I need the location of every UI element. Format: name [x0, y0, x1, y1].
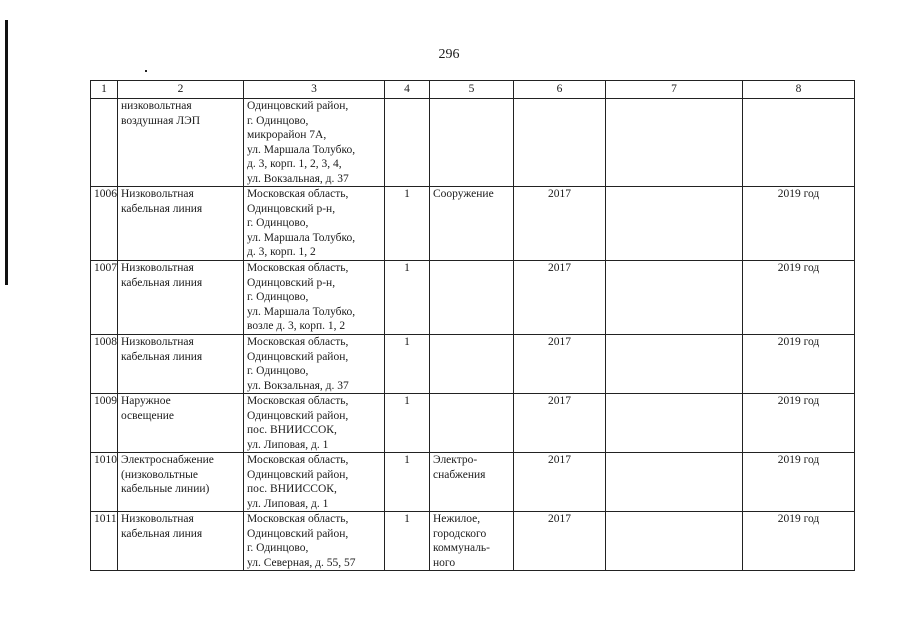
col-header-6: 6	[514, 81, 606, 99]
period	[743, 99, 855, 187]
object-address: Московская область, Одинцовский район, пос. ВНИИССОК, ул. Липовая, д. 1	[247, 395, 349, 451]
quantity: 1	[385, 512, 430, 571]
object-type: Нежилое, городского коммуналь- ного	[433, 513, 491, 569]
object-address: Московская область, Одинцовский р-н, г. Одинцово, ул. Маршала Толубко, д. 3, корп. 1, 2	[247, 188, 356, 258]
registry-table	[90, 80, 855, 571]
year: 2017	[514, 335, 606, 394]
object-type: Электро- снабжения	[433, 454, 486, 481]
year: 2017	[514, 512, 606, 571]
col-header-2: 2	[118, 81, 244, 99]
object-name: Наружное освещение	[121, 395, 174, 422]
column-7-value	[606, 99, 743, 187]
object-address: Московская область, Одинцовский р-н, г. Одинцово, ул. Маршала Толубко, возле д. 3, корп. 1, 2	[247, 262, 356, 332]
table-row	[91, 187, 855, 261]
quantity: 1	[385, 394, 430, 453]
object-address: Московская область, Одинцовский район, пос. ВНИИССОК, ул. Липовая, д. 1	[247, 454, 349, 510]
year: 2017	[514, 261, 606, 335]
column-7-value	[606, 394, 743, 453]
col-header-4: 4	[385, 81, 430, 99]
row-number: 1009	[91, 394, 118, 453]
row-number: 1008	[91, 335, 118, 394]
object-name: Низковольтная кабельная линия	[121, 262, 203, 289]
column-7-value	[606, 261, 743, 335]
object-name: Низковольтная кабельная линия	[121, 188, 203, 215]
quantity: 1	[385, 335, 430, 394]
column-7-value	[606, 453, 743, 512]
quantity	[385, 99, 430, 187]
period: 2019 год	[743, 453, 855, 512]
column-7-value	[606, 512, 743, 571]
period: 2019 год	[743, 261, 855, 335]
col-header-5: 5	[430, 81, 514, 99]
page-number: 296	[438, 47, 460, 62]
col-header-7: 7	[606, 81, 743, 99]
column-7-value	[606, 187, 743, 261]
period: 2019 год	[743, 187, 855, 261]
object-name: Низковольтная кабельная линия	[121, 336, 203, 363]
row-number: 1006	[91, 187, 118, 261]
period: 2019 год	[743, 335, 855, 394]
table-row	[91, 335, 855, 394]
column-7-value	[606, 335, 743, 394]
scan-speck	[145, 70, 147, 72]
object-address: Московская область, Одинцовский район, г. Одинцово, ул. Вокзальная, д. 37	[247, 336, 349, 392]
col-header-3: 3	[244, 81, 385, 99]
row-number: 1010	[91, 453, 118, 512]
year	[514, 99, 606, 187]
period: 2019 год	[743, 394, 855, 453]
period: 2019 год	[743, 512, 855, 571]
row-number: 1011	[91, 512, 118, 571]
object-address: Одинцовский район, г. Одинцово, микрорайон 7А, ул. Маршала Толубко, д. 3, корп. 1, 2, 3, 4, ул. Вокзальная, д. 37	[247, 100, 356, 185]
year: 2017	[514, 453, 606, 512]
quantity: 1	[385, 453, 430, 512]
col-header-1: 1	[91, 81, 118, 99]
object-name: Низковольтная кабельная линия	[121, 513, 203, 540]
table-row	[91, 453, 855, 512]
header-row	[91, 81, 855, 99]
object-name: низковольтная воздушная ЛЭП	[121, 100, 201, 127]
row-number	[91, 99, 118, 187]
table-row	[91, 261, 855, 335]
year: 2017	[514, 187, 606, 261]
table-row	[91, 99, 855, 187]
object-name: Электроснабжение (низковольтные кабельные линии)	[121, 454, 214, 495]
col-header-8: 8	[743, 81, 855, 99]
table-row	[91, 512, 855, 571]
quantity: 1	[385, 187, 430, 261]
object-type: Сооружение	[433, 188, 494, 200]
row-number: 1007	[91, 261, 118, 335]
table-row	[91, 394, 855, 453]
year: 2017	[514, 394, 606, 453]
quantity: 1	[385, 261, 430, 335]
object-address: Московская область, Одинцовский район, г. Одинцово, ул. Северная, д. 55, 57	[247, 513, 356, 569]
